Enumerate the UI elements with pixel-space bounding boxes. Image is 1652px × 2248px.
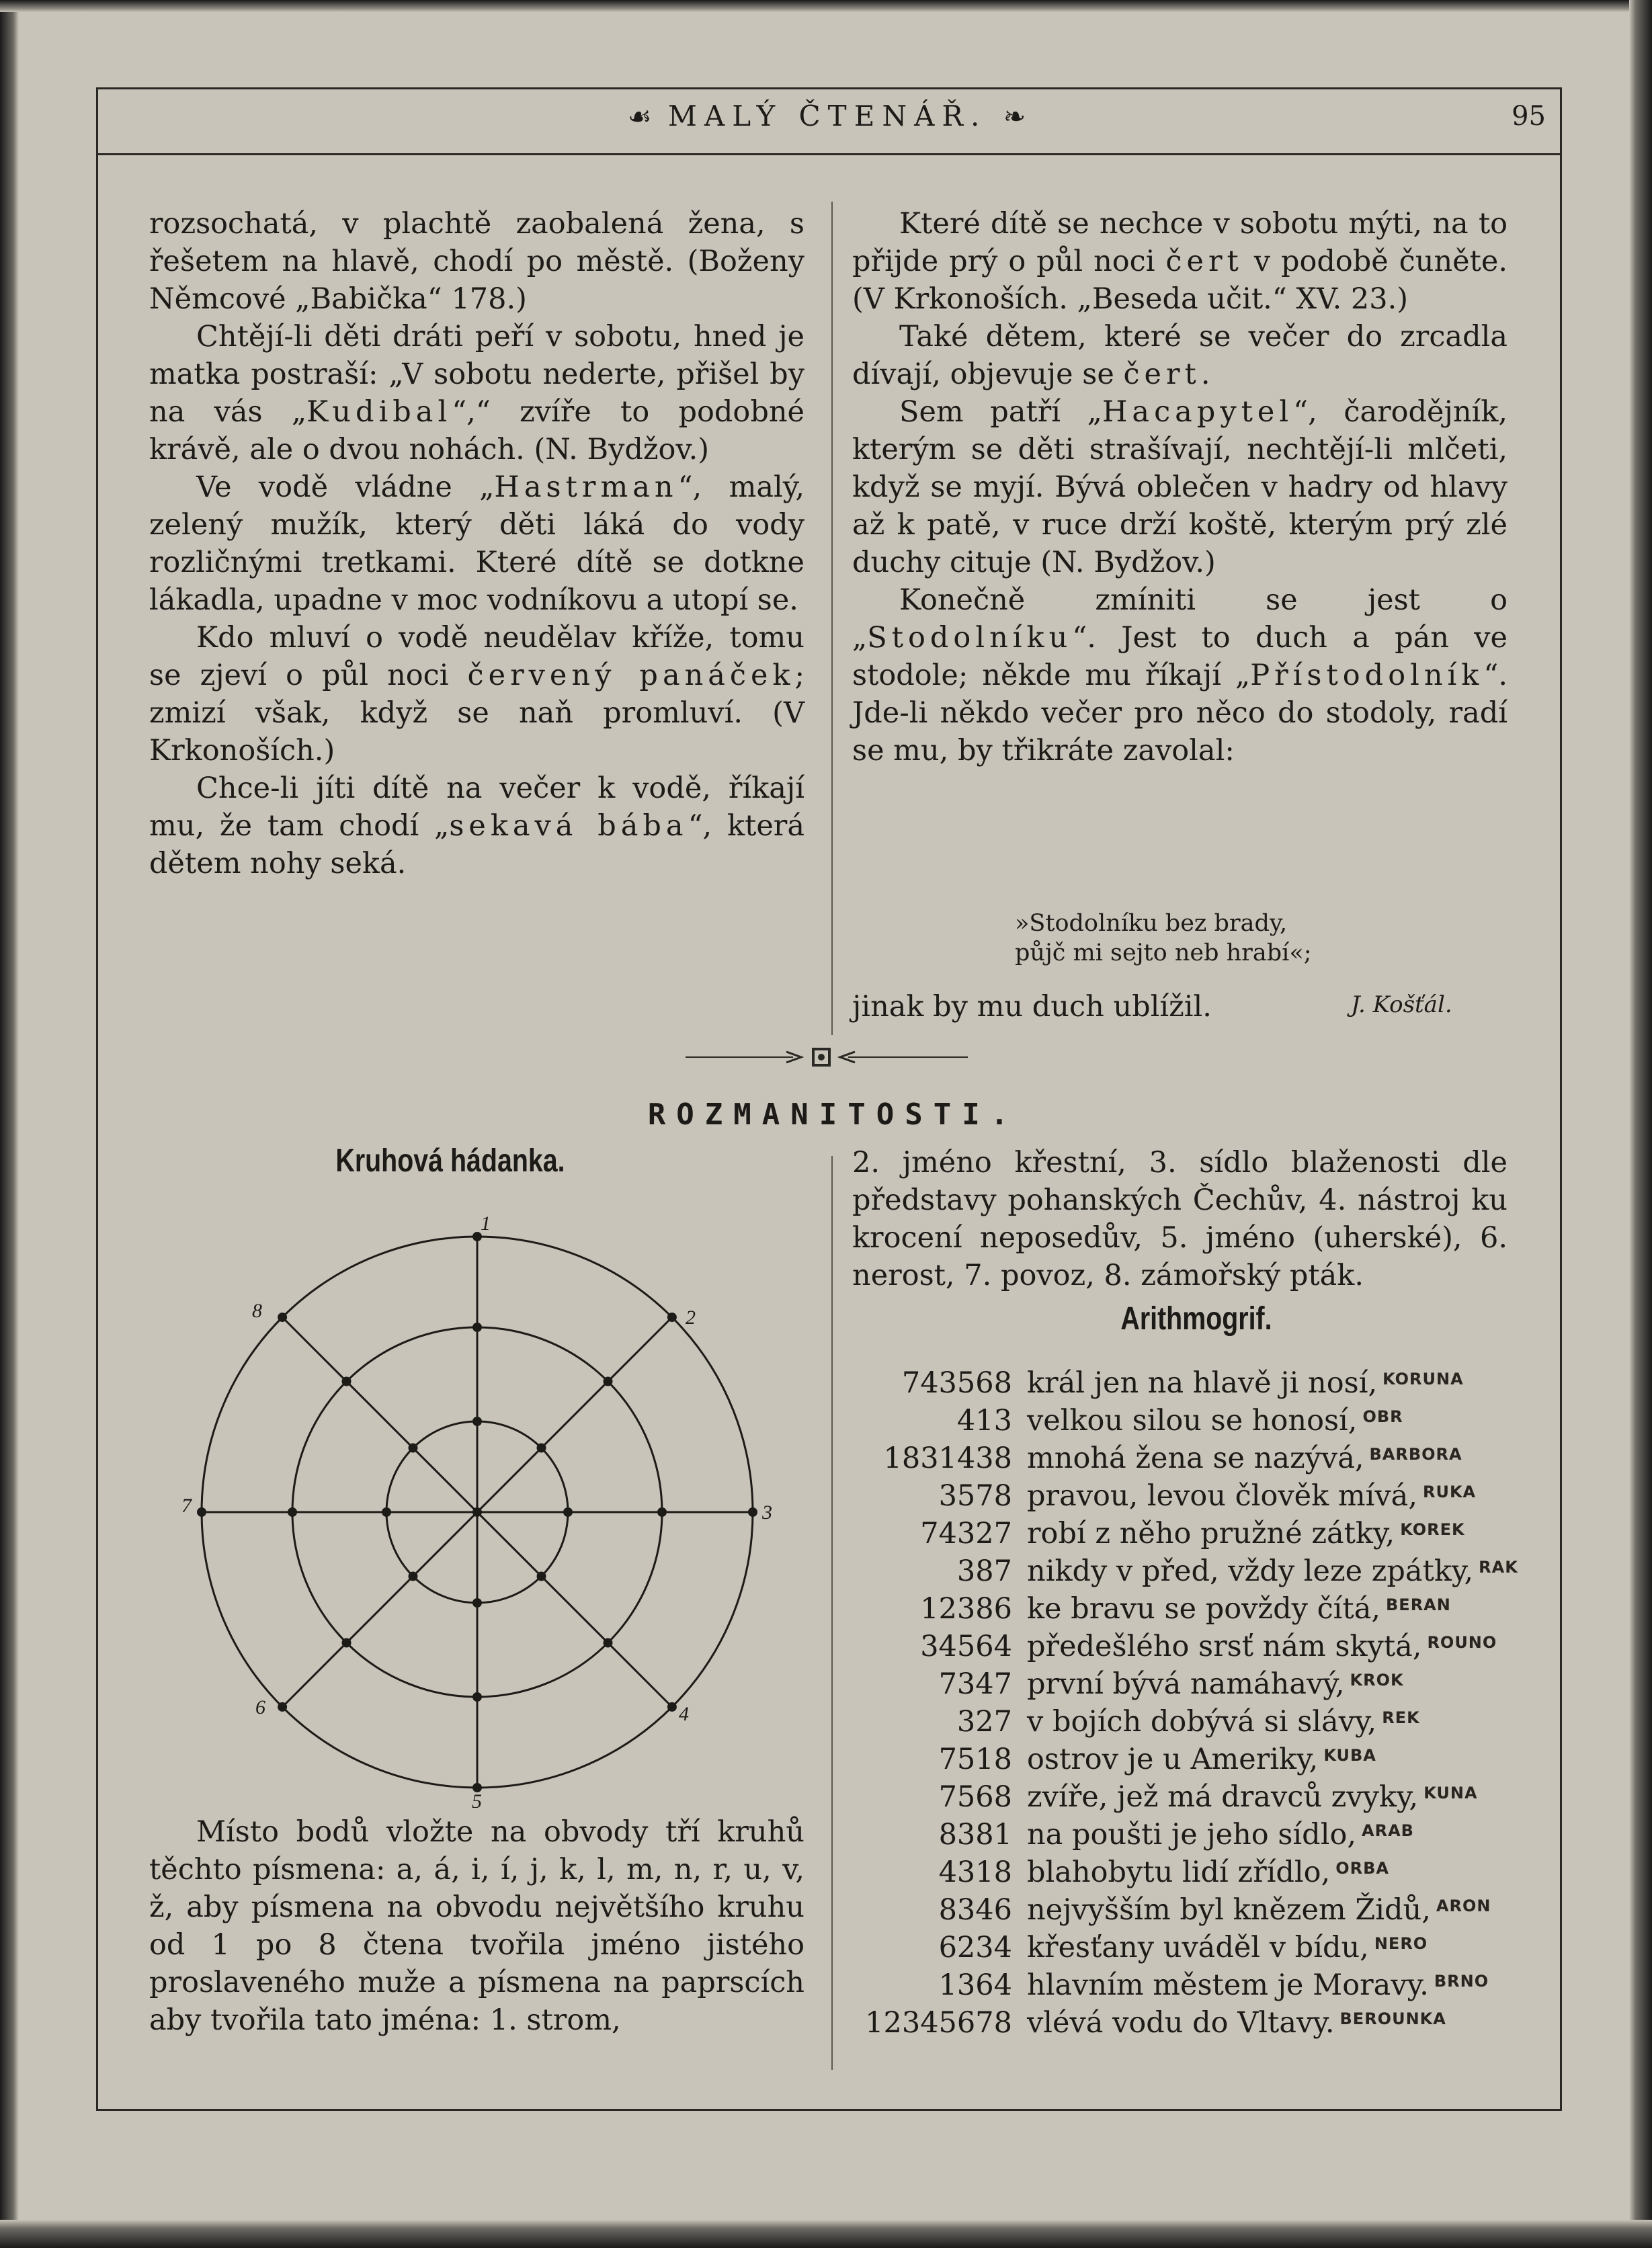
paragraph-stodolnik: Konečně zmíniti se jest o „Stodolníku“. Jest to duch a pán ve stodole; někde mu říkají „Přístodolník“. Jde-li někdo večer pro něco do stodoly, radí se mu, by třikráte zavolal: <box>852 583 1508 767</box>
letter-slot-dot <box>667 1702 677 1712</box>
arithmogrif-row <box>852 1891 1565 1929</box>
puzzle-instructions-continued: 2. jméno křestní, 3. sídlo blaženosti dle představy pohanských Čechův, 4. nástroj ku krocení neposedův, 5. jméno (uherské), 6. nerost, 7. povoz, 8. zámořský pták. <box>852 1146 1508 1292</box>
arithmogrif-row <box>852 1477 1565 1515</box>
row-clue: král jen na hlavě ji nosí, <box>1027 1366 1378 1400</box>
arithmogrif-row <box>852 1402 1565 1440</box>
row-number-code: 387 <box>956 1554 1012 1588</box>
left-column-text <box>149 205 804 882</box>
spaced-name: Kudibal <box>306 395 452 429</box>
spaced-name: čert <box>1123 358 1201 391</box>
row-clue: ostrov je u Ameriky, <box>1027 1743 1319 1776</box>
row-number-code: 743568 <box>901 1366 1012 1400</box>
arithmogrif-row <box>852 1590 1565 1628</box>
paragraph-hastrman: Ve vodě vládne „Hastrman“, malý, zelený mužík, který děti láká do vody rozličnými tretkami. Které dítě se dotkne lákadla, upadne v moc vodníkovu a utopí se. <box>149 470 805 617</box>
handwritten-answer: OBR <box>1362 1407 1403 1426</box>
letter-slot-dot <box>342 1377 352 1386</box>
handwritten-answer: KUNA <box>1423 1784 1478 1802</box>
row-number-code: 7568 <box>938 1780 1012 1814</box>
letter-slot-dot <box>472 1598 482 1608</box>
letter-slot-dot <box>278 1313 287 1322</box>
point-label: 5 <box>472 1790 482 1808</box>
scan-edge-left <box>0 0 19 2248</box>
row-number-code: 12386 <box>920 1592 1012 1626</box>
point-label: 7 <box>181 1495 192 1517</box>
row-clue: v bojích dobývá si slávy, <box>1027 1705 1377 1739</box>
letter-slot-dot <box>472 1692 482 1702</box>
verse-line: »Stodolníku bez brady, <box>1015 910 1288 937</box>
row-clue: nikdy v před, vždy leze zpátky, <box>1027 1554 1474 1588</box>
row-number-code: 6234 <box>938 1931 1012 1964</box>
spaced-name: červený panáček <box>467 659 795 692</box>
ornament-left-icon: ☙ <box>627 101 652 132</box>
point-label: 8 <box>252 1300 262 1322</box>
handwritten-answer: KOREK <box>1400 1520 1465 1539</box>
closing-line: jinak by mu duch ublížil. <box>852 990 1212 1024</box>
row-clue: pravou, levou člověk mívá, <box>1027 1479 1417 1513</box>
arithmogrif-row <box>852 1854 1565 1891</box>
row-clue: křesťany uváděl v bídu, <box>1027 1931 1369 1964</box>
row-clue: hlavním městem je Moravy. <box>1027 1968 1429 2002</box>
arithmogrif-row <box>852 1966 1565 2004</box>
handwritten-answer: ROUNO <box>1427 1633 1497 1652</box>
row-clue: nejvyšším byl knězem Židů, <box>1027 1893 1431 1927</box>
scan-edge-bottom <box>0 2220 1652 2248</box>
header-rule <box>96 153 1560 155</box>
letter-slot-dot <box>382 1507 391 1517</box>
handwritten-answer: NERO <box>1374 1934 1428 1953</box>
letter-slot-dot <box>409 1572 418 1581</box>
arithmogrif-row <box>852 1552 1565 1590</box>
letter-slot-dot <box>537 1572 546 1581</box>
row-number-code: 12345678 <box>865 2006 1012 2040</box>
letter-slot-dot <box>278 1702 287 1712</box>
ornament-right-icon: ❧ <box>1003 101 1026 132</box>
running-head <box>591 99 1062 132</box>
spaced-name: sekavá bába <box>449 809 688 843</box>
arithmogrif-row <box>852 1665 1565 1703</box>
scan-edge-top <box>0 0 1652 12</box>
point-label: 1 <box>481 1212 491 1235</box>
row-number-code: 4318 <box>938 1856 1012 1889</box>
letter-slot-dot <box>409 1444 418 1453</box>
letter-slot-dot <box>667 1313 677 1322</box>
handwritten-answer: BRNO <box>1434 1972 1489 1991</box>
letter-slot-dot <box>604 1377 613 1386</box>
arithmogrif-title: Arithmogrif. <box>1120 1301 1272 1337</box>
section-ornament-icon <box>686 1044 968 1071</box>
paragraph-sekava-baba: Chce-li jíti dítě na večer k vodě, říkají mu, že tam chodí „sekavá bába“, která dětem nohy seká. <box>149 772 804 880</box>
spaced-name: Hacapytel <box>1102 395 1294 429</box>
handwritten-answer: RUKA <box>1422 1483 1477 1501</box>
letter-slot-dot <box>604 1638 613 1648</box>
arithmogrif-row <box>852 1816 1565 1854</box>
handwritten-answer: REK <box>1382 1708 1420 1727</box>
arithmogrif-row <box>852 1703 1565 1741</box>
paragraph-kudibal: Chtějí-li děti dráti peří v sobotu, hned je matka postraší: „V sobotu nederte, přišel by na vás „Kudibal“,“ zvíře to podobné krávě, ale o dvou nohách. (N. Bydžov.) <box>149 320 804 466</box>
row-number-code: 34564 <box>920 1630 1012 1663</box>
arithmogrif-row <box>852 1778 1565 1816</box>
spaced-name: Přístodolník <box>1250 659 1484 692</box>
point-label: 3 <box>762 1501 772 1524</box>
row-clue: mnohá žena se nazývá, <box>1027 1442 1364 1475</box>
author-signature: J. Košťál. <box>1351 991 1452 1018</box>
letter-slot-dot <box>472 1417 482 1426</box>
row-number-code: 74327 <box>920 1517 1012 1550</box>
paragraph-cert: Které dítě se nechce v sobotu mýti, na to přijde prý o půl noci čert v podobě čuněte. (V Krkonoších. „Beseda učit.“ XV. 23.) <box>852 207 1508 316</box>
letter-slot-dot <box>657 1507 667 1517</box>
paragraph: rozsochatá, v plachtě zaobalená žena, s řešetem na hlavě, chodí po městě. (Boženy Němcové „Babička“ 178.) <box>149 207 804 316</box>
puzzle-instructions: Místo bodů vložte na obvody tří kruhů těchto písmena: a, á, i, í, j, k, l, m, n, r, u, v, ž, aby písmena na obvodu největšího kruhu od 1 po 8 čtena tvořila jméno jistého proslaveného muže a písmena na paprscích aby tvořila tato jména: 1. strom, <box>149 1815 804 2037</box>
arithmogrif-row <box>852 1515 1565 1552</box>
row-number-code: 1364 <box>938 1968 1012 2002</box>
handwritten-answer: ORBA <box>1335 1859 1389 1878</box>
paragraph-zrcadlo: Také dětem, které se večer do zrcadla dívají, objevuje se čert. <box>852 320 1508 391</box>
puzzle-title: Kruhová hádanka. <box>335 1143 565 1179</box>
paragraph-hacapytel: Sem patří „Hacapytel“, čarodějník, kterým se děti strašívají, nechtějí-li mlčeti, když se myjí. Bývá oblečen v hadry od hlavy až k patě, v ruce drží koště, kterým prý zlé duchy cituje (N. Bydžov.) <box>852 395 1508 579</box>
letter-slot-dot <box>342 1638 352 1648</box>
arithmogrif-row <box>852 1364 1565 1402</box>
row-clue: zvíře, jež má dravců zvyky, <box>1027 1780 1419 1814</box>
right-column-text <box>852 205 1508 769</box>
circle-puzzle-diagram <box>168 1203 793 1808</box>
verse-line: půjč mi sejto neb hrabí«; <box>1015 940 1312 966</box>
spaced-name: Hastrman <box>494 470 678 504</box>
row-clue: první bývá namáhavý, <box>1027 1667 1345 1701</box>
paragraph-panacek: Kdo mluví o vodě neudělav kříže, tomu se zjeví o půl noci červený panáček; zmizí však, když se naň promluví. (V Krkonoších.) <box>149 621 804 767</box>
spaced-name: čert <box>1165 245 1243 278</box>
journal-title: MALÝ ČTENÁŘ. <box>667 99 987 132</box>
letter-slot-dot <box>197 1507 206 1517</box>
column-divider-top <box>831 202 833 1035</box>
handwritten-answer: KUBA <box>1323 1746 1376 1765</box>
center-dot <box>472 1507 482 1517</box>
row-clue: vlévá vodu do Vltavy. <box>1027 2006 1335 2040</box>
handwritten-answer: ARON <box>1436 1897 1491 1915</box>
row-number-code: 1831438 <box>883 1442 1012 1475</box>
row-number-code: 7518 <box>938 1743 1012 1776</box>
point-label: 2 <box>686 1306 696 1329</box>
verse <box>1015 909 1312 968</box>
handwritten-answer: KORUNA <box>1382 1370 1464 1388</box>
row-clue: předešlého srsť nám skytá, <box>1027 1630 1422 1663</box>
point-label: 4 <box>679 1703 689 1725</box>
arithmogrif-row <box>852 1741 1565 1778</box>
row-number-code: 7347 <box>938 1667 1012 1701</box>
handwritten-answer: BERAN <box>1386 1595 1451 1614</box>
handwritten-answer: ARAB <box>1362 1821 1414 1840</box>
column-divider-bottom <box>831 1156 833 2070</box>
row-number-code: 8346 <box>938 1893 1012 1927</box>
point-label: 6 <box>255 1696 265 1718</box>
row-clue: na poušti je jeho sídlo, <box>1027 1818 1357 1851</box>
arithmogrif-row <box>852 1628 1565 1665</box>
handwritten-answer: RAK <box>1479 1558 1518 1577</box>
letter-slot-dot <box>472 1323 482 1332</box>
arithmogrif-row <box>852 2004 1565 2042</box>
row-clue: blahobytu lidí zřídlo, <box>1027 1856 1331 1889</box>
arithmogrif-table <box>852 1364 1565 2042</box>
row-number-code: 413 <box>956 1404 1012 1438</box>
page-number: 95 <box>1512 101 1546 132</box>
spaced-name: Stodolníku <box>867 621 1073 655</box>
handwritten-answer: BEROUNKA <box>1339 2009 1446 2028</box>
row-clue: ke bravu se povždy čítá, <box>1027 1592 1380 1626</box>
handwritten-answer: KROK <box>1350 1671 1404 1690</box>
letter-slot-dot <box>563 1507 573 1517</box>
scan-edge-right <box>1629 0 1652 2248</box>
arithmogrif-row <box>852 1440 1565 1477</box>
row-number-code: 3578 <box>938 1479 1012 1513</box>
letter-slot-dot <box>288 1507 297 1517</box>
row-number-code: 327 <box>956 1705 1012 1739</box>
section-title: ROZMANITOSTI. <box>647 1097 1020 1132</box>
letter-slot-dot <box>748 1507 757 1517</box>
row-clue: velkou silou se honosí, <box>1027 1404 1358 1438</box>
handwritten-answer: BARBORA <box>1369 1445 1462 1464</box>
row-number-code: 8381 <box>938 1818 1012 1851</box>
letter-slot-dot <box>537 1444 546 1453</box>
row-clue: robí z něho pružné zátky, <box>1027 1517 1395 1550</box>
arithmogrif-row <box>852 1929 1565 1966</box>
